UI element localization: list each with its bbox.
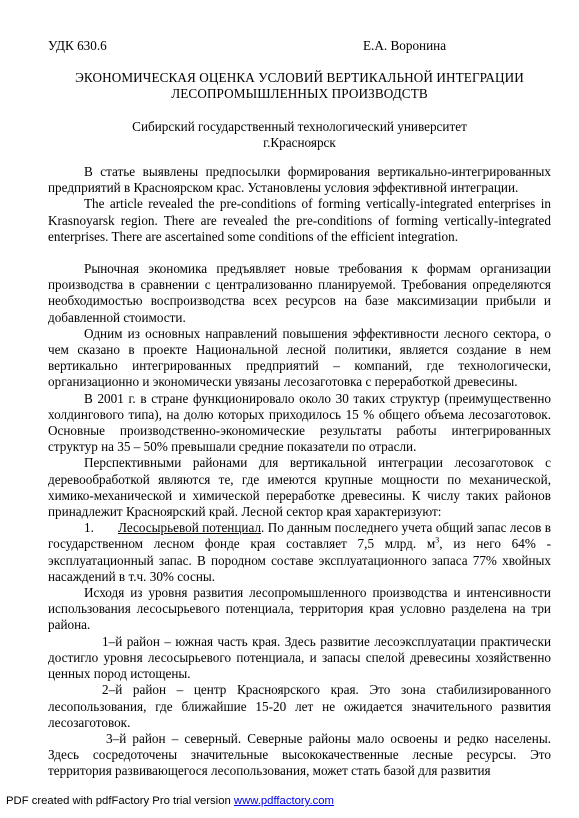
paragraph-6: Исходя из уровня развития лесопромышленного производства и интенсивности использования лесосырьевого потенциала, территория края условно разделена на три района.	[48, 585, 551, 633]
abstract-ru: В статье выявлены предпосылки формирования вертикально-интегрированных предприятий в Красноярском крас. Установлены условия эффективной интеграции.	[48, 164, 551, 196]
title-line-1: ЭКОНОМИЧЕСКАЯ ОЦЕНКА УСЛОВИЙ ВЕРТИКАЛЬНОЙ ИНТЕГРАЦИИ	[75, 70, 524, 85]
article-body	[48, 164, 551, 780]
list-number: 1.	[84, 520, 94, 536]
paragraph-4: Перспективными районами для вертикальной интеграции лесозаготовок с деревообработкой являются те, где имеются крупные мощности по механической, химико-механической и химической переработке древесины. К числу таких районов принадлежит Красноярский край. Лесной сектор края характеризуют:	[48, 455, 551, 520]
cubic-superscript: 3	[435, 536, 440, 546]
pdffactory-link[interactable]: www.pdffactory.com	[233, 795, 334, 807]
affiliation	[48, 119, 551, 151]
pdf-footer	[6, 795, 334, 807]
abstract-en: The article revealed the pre-conditions of forming vertically-integrated enterprises in Krasnoyarsk region. There are revealed the pre-conditions of forming vertically-integrated enterprises. There are ascertained some conditions of the efficient integration.	[48, 196, 551, 244]
author-name: Е.А. Воронина	[363, 38, 447, 53]
paragraph-3: В 2001 г. в стране функционировало около 30 таких структур (преимущественно холдингового типа), на долю которых приходилось 15 % общего объема лесозаготовок. Основные производственно-экономические результаты работы интегрированных структур на 35 – 50% превышали средние показатели по отрасли.	[48, 390, 551, 455]
university-name: Сибирский государственный технологический университет	[132, 119, 467, 134]
article-title	[48, 70, 551, 102]
footer-text: PDF created with pdfFactory Pro trial version	[6, 795, 234, 807]
paragraph-5-text-b: , из него 64% - эксплуатационный запас. В породном составе эксплуатационного запаса 77% хвойных насаждений в т.ч. 30% сосны.	[48, 536, 552, 584]
paragraph-1: Рыночная экономика предъявляет новые требования к формам организации производства в сравнении с централизованно планируемой. Требования определяются необходимостью воспроизводства всех ресурсов на базе максимизации прибыли и добавленной стоимости.	[48, 261, 551, 325]
paragraph-5-text-a: . По данным последнего учета общий запас лесов в государственном лесном фонде края составляет 7,5 млрд. м	[48, 520, 552, 552]
paragraph-7: 1–й район – южная часть края. Здесь развитие лесоэксплуатации практически достигло уровня лесосырьевого потенциала, и запасы спелой древесины хозяйственно ценных пород истощены.	[48, 633, 551, 682]
forest-resource-label: Лесосырьевой потенциал	[118, 520, 262, 536]
paragraph-8: 2–й район – центр Красноярского края. Это зона стабилизированного лесопользования, где ближайшие 15-20 лет не ожидается значительного развития лесозаготовок.	[48, 682, 551, 730]
title-line-2: ЛЕСОПРОМЫШЛЕННЫХ ПРОИЗВОДСТВ	[171, 86, 428, 101]
paragraph-5	[48, 520, 551, 585]
paragraph-9: 3–й район – северный. Северные районы мало освоены и редко населены. Здесь сосредоточены значительные высококачественные лесные ресурсы. Это территория развивающегося лесопользования, может стать базой для развития	[48, 730, 551, 779]
city-name: г.Красноярск	[263, 135, 336, 150]
paragraph-2: Одним из основных направлений повышения эффективности лесного сектора, о чем сказано в проекте Национальной лесной политики, является создание в нем вертикально интегрированных предприятий – компаний, где технологически, организационно и экономически увязаны лесозаготовка с переработкой древесины.	[48, 325, 551, 390]
udc-code: УДК 630.6	[48, 38, 107, 53]
